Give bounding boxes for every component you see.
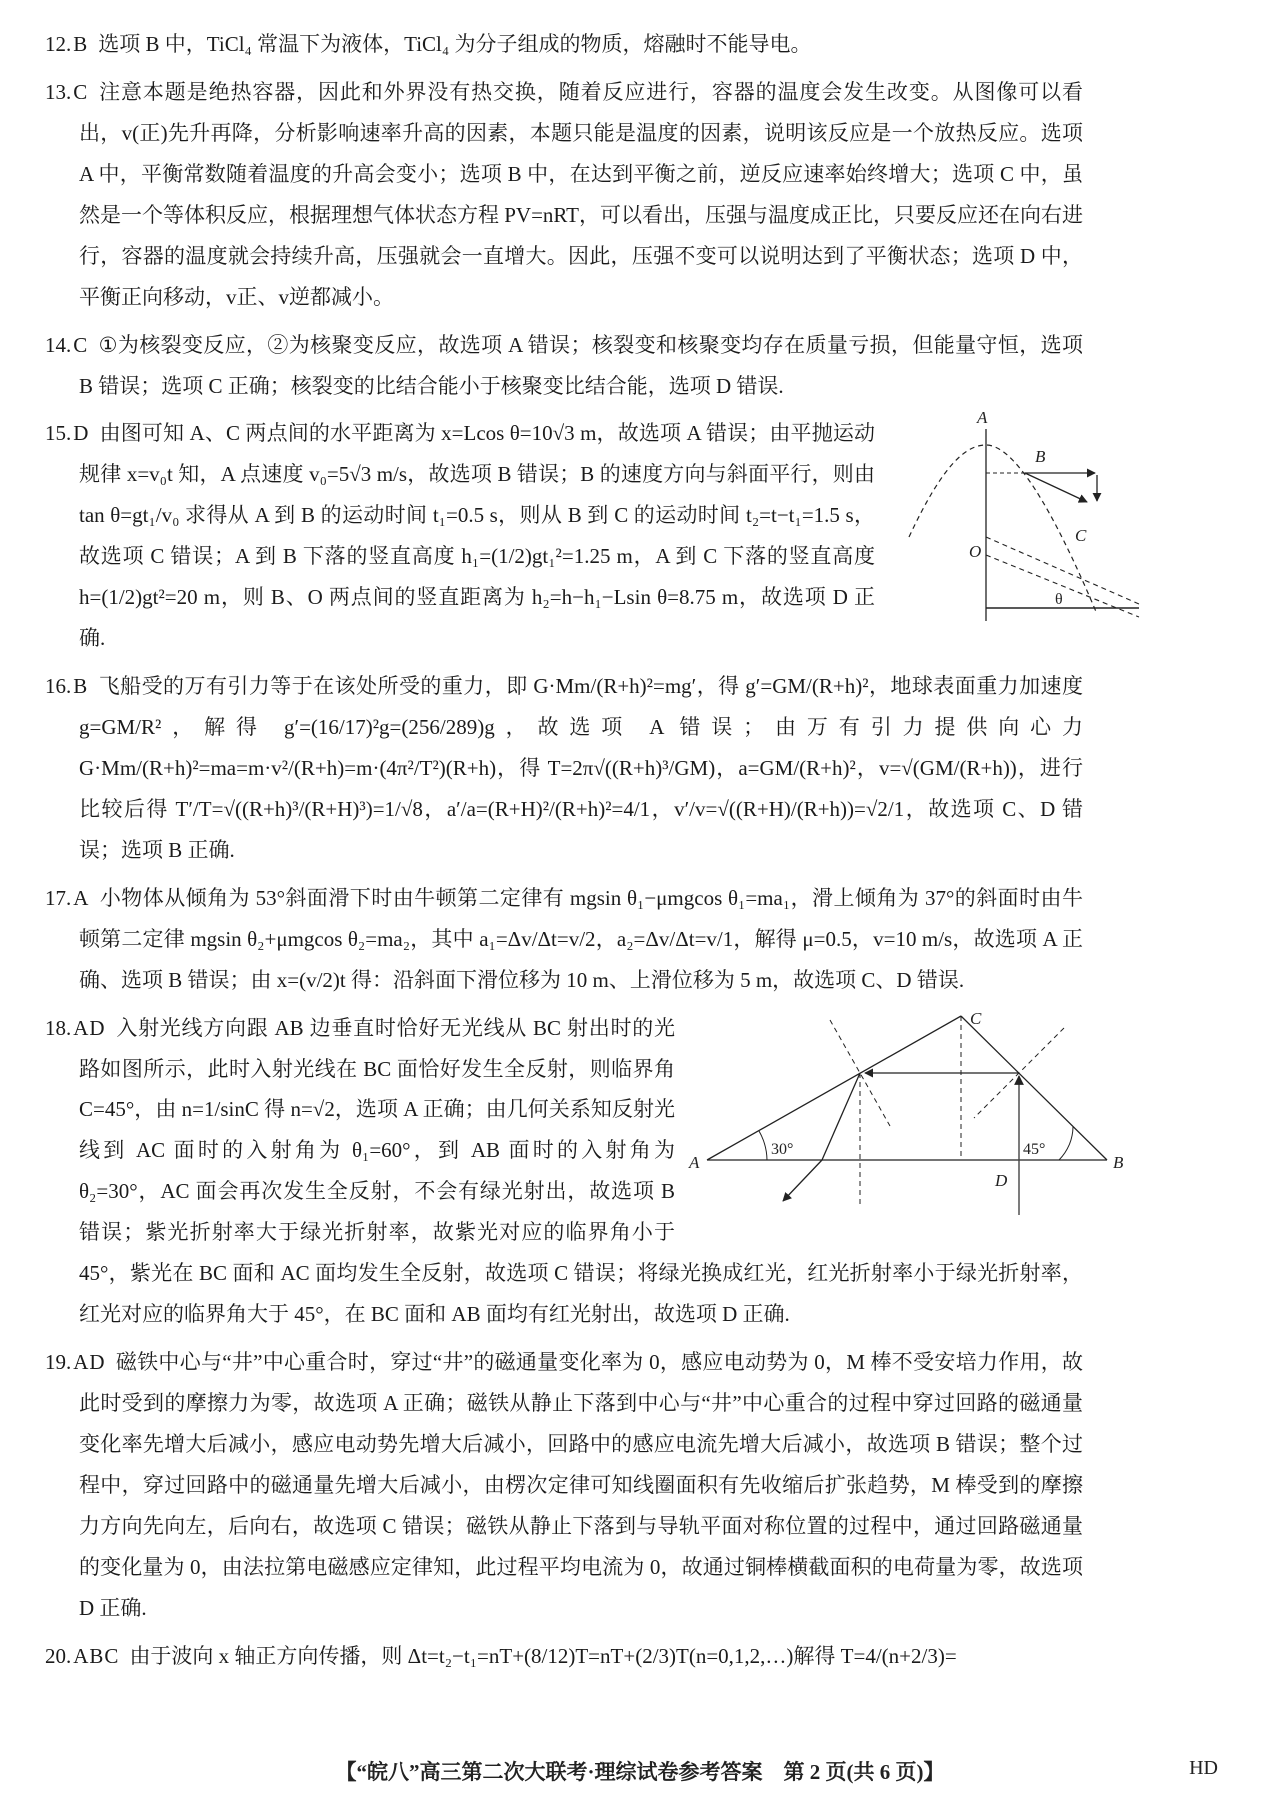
question-number: 14.: [45, 332, 72, 357]
answer-text: ①为核裂变反应，②为核聚变反应，故选项 A 错误；核裂变和核聚变均存在质量亏损，但能量守恒，选项 B 错误；选项 C 正确；核裂变的比结合能小于核聚变比结合能，选项 D 错误.: [79, 332, 1083, 398]
question18-prism-figure: [687, 1010, 1135, 1220]
page-footer: [0, 1756, 1280, 1786]
answer-letter: B: [73, 674, 89, 699]
label-point-C: C: [1075, 526, 1087, 546]
answer-letter: D: [73, 421, 90, 446]
label-point-C: C: [970, 1009, 982, 1028]
parabola-trajectory-dashed: [909, 445, 1097, 614]
answer-text: 入射光线方向跟 AB 边垂直时恰好无光线从 BC 射出时的光路如图所示，此时入射光线在 BC 面恰好发生全反射，则临界角 C=45°，由 n=1/sinC 得 n=√2，选项 A 正确；由几何关系知反射光线到 AC 面时的入射角为 θ₁=60°，到 AB 面时的入射角为 θ₂=30°，AC 面会再次发生全反射，不会有绿光射出，故选项 B 错误；紫光折射率大于绿光折射率，故紫光对应的临界角小于 45°，紫光在 BC 面和 AC 面均发生全反射，故选项 C 错误；将绿光换成红光，红光折射率小于绿光折射率，红光对应的临界角大于 45°，在 BC 面和 AB 面均有红光射出，故选项 D 正确.: [79, 1015, 1083, 1327]
question15-projectile-figure: [889, 407, 1141, 625]
answer-letter: C: [73, 332, 89, 357]
label-point-B: B: [1113, 1152, 1124, 1172]
answer-letter: AD: [73, 1015, 106, 1040]
label-angle-theta: θ: [1055, 591, 1063, 609]
answer-item-13: [45, 72, 1083, 318]
question-number: 13.: [45, 79, 72, 104]
question-number: 17.: [45, 885, 72, 910]
answer-item-18: [45, 1008, 1124, 1336]
answers-list: [45, 24, 1124, 1684]
footer-code: HD: [1189, 1757, 1218, 1779]
answer-letter: ABC: [73, 1643, 120, 1668]
answer-text: 飞船受的万有引力等于在该处所受的重力，即 G·Mm/(R+h)²=mg′，得 g′=GM/(R+h)²，地球表面重力加速度 g=GM/R²，解得 g′=(16/17)²g=(256/289)g，故选项 A 错误；由万有引力提供向心力 G·Mm/(R+h)²=ma=m·v²/(R+h)=m·(4π²/T²)(R+h)，得 T=2π√((R+h)³/GM)，a=GM/(R+h)²，v=√(GM/(R+h))，进行比较后得 T′/T=√((R+h)³/(R+H)³)=1/√8，a′/a=(R+H)²/(R+h)²=4/1，v′/v=√((R+H)/(R+h))=√2/1，故选项 C、D 错误；选项 B 正确.: [79, 674, 1083, 862]
answer-letter: B: [73, 32, 89, 56]
internal-ray-to-AB: [822, 1073, 860, 1160]
face-AC-line: [707, 1016, 961, 1160]
footer-title: 【“皖八”高三第二次大联考·理综试卷参考答案 第 2 页(共 6 页)】: [335, 1760, 945, 1784]
answer-text: 由于波向 x 轴正方向传播，则 Δt=t₂−t₁=nT+(8/12)T=nT+(2/3)T(n=0,1,2,…)解得 T=4/(n+2/3)=: [129, 1643, 957, 1668]
answer-text: 磁铁中心与“井”中心重合时，穿过“井”的磁通量变化率为 0，感应电动势为 0，M 棒不受安培力作用，故此时受到的摩擦力为零，故选项 A 正确；磁铁从静止下落到中心与“井”中心重合的过程中穿过回路的磁通量变化率先增大后减小，感应电动势先增大后减小，回路中的感应电流先增大后减小，故选项 B 错误；整个过程中，穿过回路中的磁通量先增大后减小，由楞次定律可知线圈面积有先收缩后扩张趋势，M 棒受到的摩擦力方向先向左，后向右，故选项 C 错误；磁铁从静止下落到与导轨平面对称位置的过程中，通过回路磁通量的变化量为 0，由法拉第电磁感应定律知，此过程平均电流为 0，故通过铜棒横截面积的电荷量为零，故选项 D 正确.: [79, 1350, 1083, 1620]
answer-letter: A: [73, 885, 90, 910]
question-number: 15.: [45, 421, 72, 446]
label-point-D: D: [995, 1170, 1008, 1190]
answer-item-20: [45, 1636, 1083, 1677]
answer-letter: AD: [73, 1350, 106, 1375]
answer-item-15: [45, 408, 1087, 659]
answer-item-12: [45, 24, 1083, 65]
answer-text: 小物体从倾角为 53°斜面滑下时由牛顿第二定律有 mgsin θ₁−μmgcos θ₁=ma₁，滑上倾角为 37°的斜面时由牛顿第二定律 mgsin θ₂+μmgcos θ₂=ma₂，其中 a₁=Δv/Δt=v/2，a₂=Δv/Δt=v/1，解得 μ=0.5，v=10 m/s，故选项 A 正确、选项 B 错误；由 x=(v/2)t 得：沿斜面下滑位移为 10 m、上滑位移为 5 m，故选项 C、D 错误.: [79, 885, 1083, 992]
angle-arc-at-B: [1059, 1127, 1073, 1160]
question-number: 16.: [45, 674, 72, 699]
answer-text: 由图可知 A、C 两点间的水平距离为 x=Lcos θ=10√3 m，故选项 A 错误；由平抛运动规律 x=v₀t 知，A 点速度 v₀=5√3 m/s，故选项 B 错误；B 的速度方向与斜面平行，则由 tan θ=gt₁/v₀ 求得从 A 到 B 的运动时间 t₁=0.5 s，则从 B 到 C 的运动时间 t₂=t−t₁=1.5 s，故选项 C 错误；A 到 B 下落的竖直高度 h₁=(1/2)gt₁²=1.25 m，A 到 C 下落的竖直高度 h=(1/2)gt²=20 m，则 B、O 两点间的竖直距离为 h₂=h−h₁−Lsin θ=8.75 m，故选项 D 正确.: [79, 421, 875, 651]
answer-text: 选项 B 中，TiCl₄ 常温下为液体，TiCl₄ 为分子组成的物质，熔融时不能导电。: [98, 32, 812, 56]
question-number: 18.: [45, 1015, 72, 1040]
label-angle-45: 45°: [1023, 1140, 1046, 1158]
answer-item-16: [45, 666, 1083, 871]
label-point-A: A: [689, 1152, 700, 1172]
refracted-exit-ray-arrow: [783, 1160, 822, 1201]
answer-letter: C: [73, 79, 89, 104]
answer-text: 注意本题是绝热容器，因此和外界没有热交换，随着反应进行，容器的温度会发生改变。从图像可以看出，v(正)先升再降，分析影响速率升高的因素，本题只能是温度的因素，说明该反应是一个放热反应。选项 A 中，平衡常数随着温度的升高会变小；选项 B 中，在达到平衡之前，逆反应速率始终增大；选项 C 中，虽然是一个等体积反应，根据理想气体状态方程 PV=nRT，可以看出，压强与温度成正比，只要反应还在向右进行，容器的温度就会持续升高，压强就会一直增大。因此，压强不变可以说明达到了平衡状态；选项 D 中，平衡正向移动，v正、v逆都减小。: [79, 79, 1084, 309]
question-number: 20.: [45, 1643, 72, 1668]
face-CB-line: [961, 1016, 1107, 1160]
question-number: 12.: [45, 32, 72, 56]
label-point-B: B: [1035, 447, 1046, 467]
answer-item-19: [45, 1342, 1083, 1629]
question-number: 19.: [45, 1350, 72, 1375]
angle-arc-at-A: [759, 1131, 767, 1160]
answer-item-14: [45, 325, 1083, 407]
label-angle-30: 30°: [771, 1140, 794, 1158]
label-point-A: A: [977, 408, 988, 428]
answer-item-17: [45, 878, 1083, 1001]
label-point-O: O: [969, 542, 982, 562]
